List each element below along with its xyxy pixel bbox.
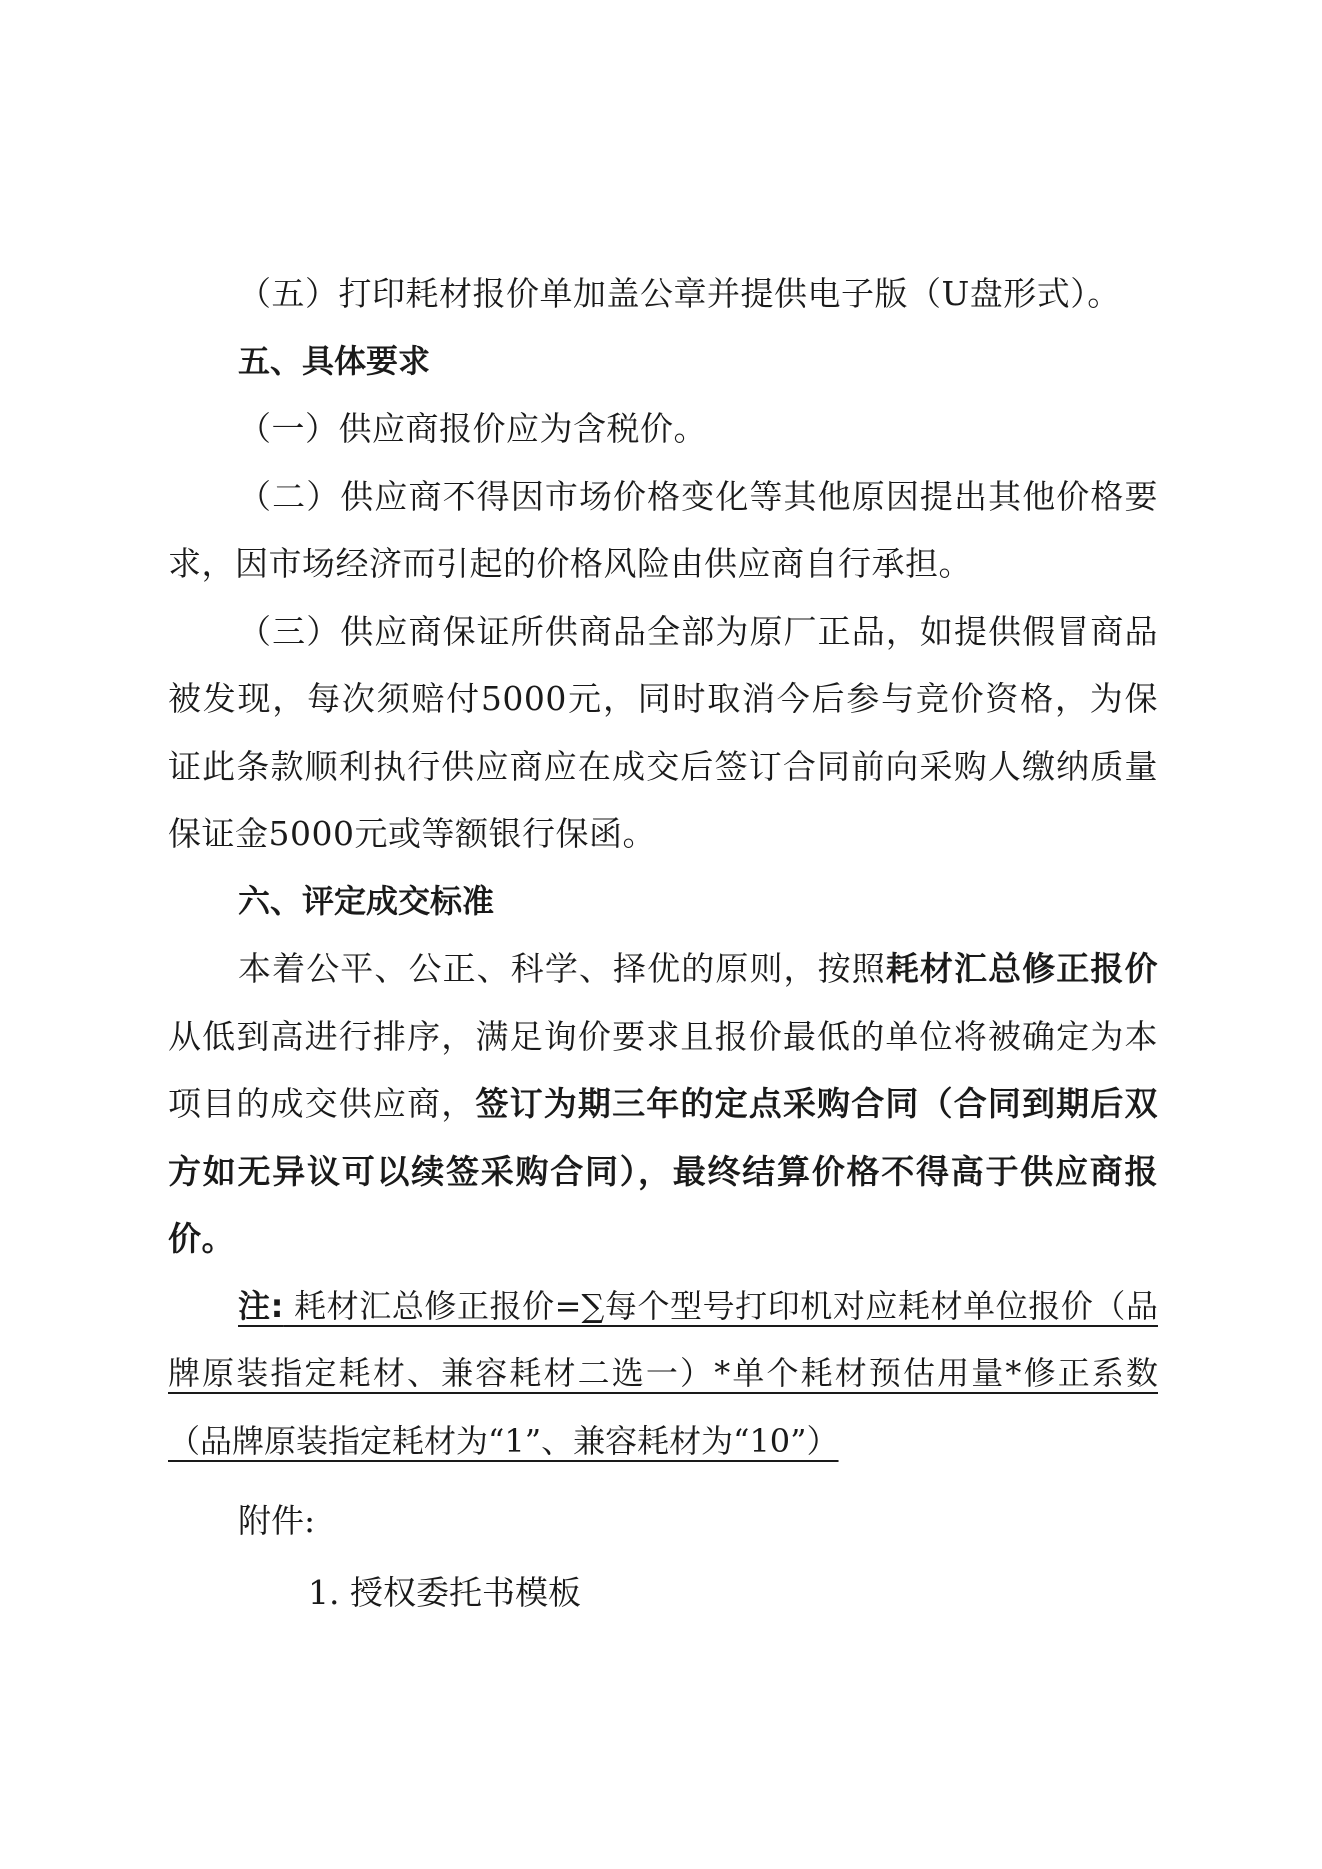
note-label: 注: — [238, 1286, 284, 1325]
requirement-1: （一）供应商报价应为含税价。 — [238, 409, 707, 448]
document-page — [168, 260, 1158, 1626]
attachment-label: 附件: — [238, 1501, 316, 1540]
note-text: 耗材汇总修正报价=∑每个型号打印机对应耗材单位报价（品牌原装指定耗材、兼容耗材二选一）*单个耗材预估用量*修正系数（品牌原装指定耗材为“1”、兼容耗材为“10”） — [168, 1286, 1158, 1460]
section-six-heading: 六、评定成交标准 — [238, 881, 495, 920]
requirement-2: （二）供应商不得因市场价格变化等其他原因提出其他价格要求，因市场经济而引起的价格风险由供应商自行承担。 — [168, 476, 1158, 583]
attachment-item-1: 1. 授权委托书模板 — [308, 1572, 581, 1612]
standard-text-d: 签订为期三年的定点采购合同（合同到期后双方如无异议可以续签采购合同），最终结算价格不得高于供应商报价。 — [168, 1084, 1159, 1258]
standard-text-c: 从低到高进行排序，满足询价要求且报价最低的单位将被确定为本项目的成交供应商， — [168, 1016, 1158, 1123]
standard-text-b: 耗材汇总修正报价 — [885, 949, 1159, 988]
standard-text-a: 本着公平、公正、科学、择优的原则，按照 — [238, 949, 886, 988]
standard-paragraph — [168, 935, 1158, 1273]
section-five-heading: 五、具体要求 — [238, 341, 431, 380]
note-paragraph — [168, 1273, 1158, 1476]
item-five-paragraph: （五）打印耗材报价单加盖公章并提供电子版（U盘形式）。 — [238, 274, 1121, 313]
requirement-3: （三）供应商保证所供商品全部为原厂正品，如提供假冒商品被发现，每次须赔付5000元，同时取消今后参与竞价资格，为保证此条款顺利执行供应商应在成交后签订合同前向采购人缴纳质量保证金5000元或等额银行保函。 — [168, 611, 1158, 853]
